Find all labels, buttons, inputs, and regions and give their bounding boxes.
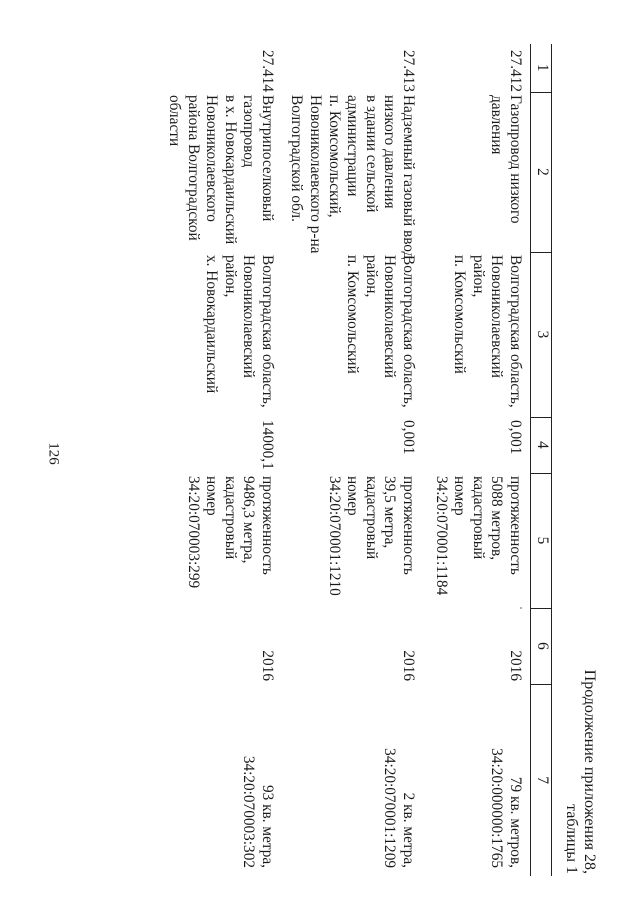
object-characteristics-line: кадастровый <box>362 476 380 560</box>
object-value-cell: 0,001 <box>507 420 524 455</box>
property-table <box>138 44 552 876</box>
object-address-line: п. Комсомольский <box>451 255 469 374</box>
land-plot-cell <box>282 684 423 876</box>
object-characteristics-line: номер <box>203 476 221 516</box>
object-address-line: Волгоградская область, <box>507 255 524 408</box>
object-characteristics-line: 9486,3 метра, <box>240 476 258 564</box>
caption-line: таблицы 1 <box>563 804 580 874</box>
object-address-line: Новониколаевский <box>488 255 506 378</box>
table-row <box>282 44 423 876</box>
object-characteristics-line: 34:20:070001:1184 <box>432 476 450 596</box>
land-plot-line: 2 кв. метра, <box>400 792 417 868</box>
row-number-cell: 27.412 <box>507 50 524 93</box>
object-address-line: х. Новокардаильский <box>203 255 221 394</box>
object-name-line: Внутрипоселковый <box>259 95 276 222</box>
row-number-cell: 27.414 <box>259 50 276 93</box>
object-characteristics-line: кадастровый <box>469 476 487 560</box>
caption-line: Продолжение приложения 28, <box>581 669 598 874</box>
column-header: 2 <box>531 92 552 252</box>
object-characteristics-line: кадастровый <box>221 476 239 560</box>
object-characteristics-line: 39,5 метра, <box>381 476 399 549</box>
object-name-line: п. Комсомольский, <box>325 95 343 218</box>
table-row <box>138 44 282 876</box>
row-number-cell: 27.413 <box>400 50 417 93</box>
object-address-line: район, <box>362 255 380 298</box>
column-header: 6 <box>531 608 552 684</box>
object-value-cell: 0,001 <box>400 420 417 455</box>
object-name-line: администрации <box>344 95 362 197</box>
object-address-line: район, <box>221 255 239 298</box>
object-address-line: Новониколаевский <box>240 255 258 378</box>
land-plot-line: 34:20:000000:1765 <box>488 748 506 868</box>
object-characteristics-cell <box>138 473 282 608</box>
object-name-line: низкого давления <box>381 95 399 209</box>
object-value-cell: 14000,1 <box>259 420 276 470</box>
object-address-line: район, <box>469 255 487 298</box>
column-header: 3 <box>531 252 552 417</box>
column-header: 4 <box>531 417 552 473</box>
object-name-line: области <box>166 95 184 147</box>
object-characteristics-cell <box>282 473 423 608</box>
land-plot-line: 34:20:070003:302 <box>240 755 258 868</box>
object-year-cell: 2016 <box>507 650 524 681</box>
object-characteristics-cell <box>423 473 531 608</box>
object-address-line: Новониколаевский <box>381 255 399 378</box>
land-plot-cell <box>138 684 282 876</box>
column-header: 1 <box>531 44 552 92</box>
rotated-page-content <box>40 16 600 888</box>
object-characteristics-line: номер <box>344 476 362 516</box>
object-characteristics-line: протяженность <box>507 476 524 575</box>
land-plot-line: 93 кв. метра, <box>259 784 276 868</box>
land-plot-line: 79 кв. метров, <box>507 776 524 868</box>
object-name-line: Новониколаевского р-на <box>307 95 325 254</box>
object-year-cell: 2016 <box>400 650 417 681</box>
object-name-line: давления <box>488 95 506 155</box>
caption <box>562 670 598 874</box>
object-name-line: газопровод <box>240 95 258 168</box>
object-address-cell <box>138 252 282 417</box>
object-address-line: п. Комсомольский <box>344 255 362 374</box>
object-characteristics-line: протяженность <box>259 476 276 575</box>
scan-speck <box>520 607 522 609</box>
land-plot-cell <box>423 684 531 876</box>
object-address-line: Волгоградская область, <box>259 255 276 408</box>
object-name-line: района Волгоградской <box>184 95 202 241</box>
object-name-line: Газопровод низкого <box>507 95 524 224</box>
table-header-row <box>531 44 552 876</box>
table-row <box>423 44 531 876</box>
object-address-line: Волгоградская область, <box>400 255 417 408</box>
object-name-cell <box>423 92 531 252</box>
object-characteristics-line: протяженность <box>400 476 417 575</box>
object-year-cell: 2016 <box>259 650 276 681</box>
object-characteristics-line: 5088 метров, <box>488 476 506 561</box>
page-number: 126 <box>45 442 62 465</box>
column-header: 5 <box>531 473 552 608</box>
land-plot-line: 34:20:070001:1209 <box>381 748 399 868</box>
object-name-line: Волгоградской обл. <box>288 95 306 222</box>
object-characteristics-line: номер <box>451 476 469 516</box>
object-characteristics-line: 34:20:070003:299 <box>184 476 202 589</box>
column-header: 7 <box>531 684 552 876</box>
object-name-cell <box>282 92 423 260</box>
object-name-line: в х. Новокардаильский <box>221 95 239 245</box>
object-name-line: в здании сельской <box>362 95 380 213</box>
object-name-line: Надземный газовый ввод <box>400 95 417 260</box>
object-name-cell <box>138 92 282 252</box>
object-characteristics-line: 34:20:070001:1210 <box>325 476 343 596</box>
object-address-cell <box>423 252 531 417</box>
object-address-cell <box>282 252 423 417</box>
object-name-line: Новониколаевского <box>203 95 221 222</box>
